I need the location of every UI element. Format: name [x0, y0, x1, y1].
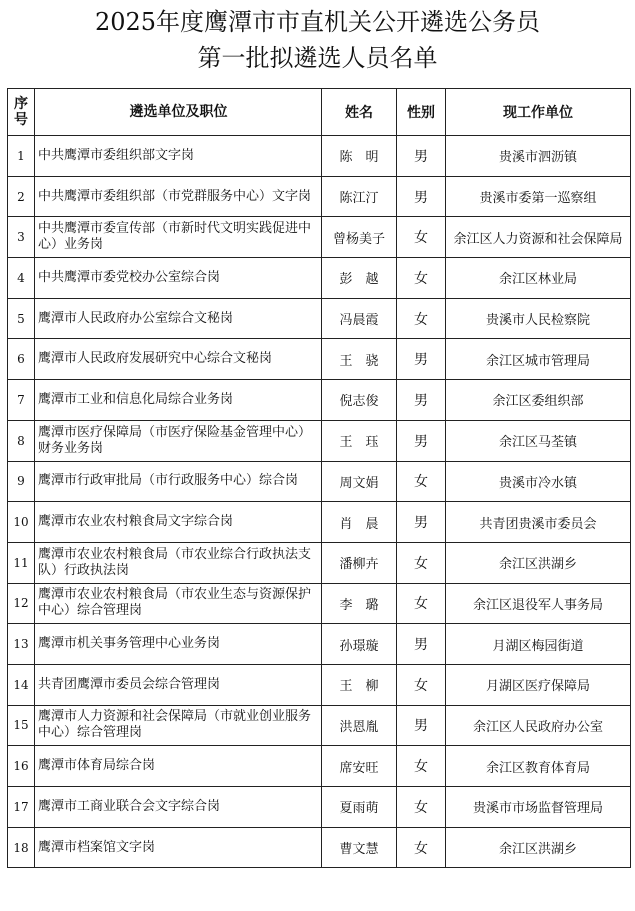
row-number: 5: [8, 298, 35, 339]
row-position: 中共鹰潭市委党校办公室综合岗: [35, 258, 322, 299]
row-name: 李 璐: [322, 583, 397, 624]
row-name: 王 骁: [322, 339, 397, 380]
row-gender: 男: [397, 420, 446, 461]
row-position: 鹰潭市人民政府办公室综合文秘岗: [35, 298, 322, 339]
table-row: [8, 746, 631, 787]
row-number: 9: [8, 461, 35, 502]
table-row: [8, 176, 631, 217]
row-name: 冯晨霞: [322, 298, 397, 339]
row-gender: 女: [397, 746, 446, 787]
table-row: [8, 136, 631, 177]
row-gender: 男: [397, 380, 446, 421]
row-current-unit: 余江区城市管理局: [446, 339, 631, 380]
row-current-unit: 余江区教育体育局: [446, 746, 631, 787]
row-gender: 女: [397, 461, 446, 502]
candidate-table: [7, 88, 631, 868]
row-gender: 女: [397, 298, 446, 339]
row-number: 7: [8, 380, 35, 421]
row-name: 王 珏: [322, 420, 397, 461]
row-current-unit: 余江区退役军人事务局: [446, 583, 631, 624]
row-gender: 女: [397, 583, 446, 624]
row-name: 孙璟璇: [322, 624, 397, 665]
table-row: [8, 420, 631, 461]
row-number: 18: [8, 827, 35, 868]
row-number: 16: [8, 746, 35, 787]
row-current-unit: 余江区林业局: [446, 258, 631, 299]
table-row: [8, 787, 631, 828]
row-current-unit: 贵溪市冷水镇: [446, 461, 631, 502]
row-gender: 男: [397, 136, 446, 177]
row-number: 15: [8, 705, 35, 746]
row-current-unit: 共青团贵溪市委员会: [446, 502, 631, 543]
row-gender: 男: [397, 339, 446, 380]
table-row: [8, 664, 631, 705]
row-name: 陈 明: [322, 136, 397, 177]
row-name: 陈江汀: [322, 176, 397, 217]
row-position: 鹰潭市工商业联合会文字综合岗: [35, 787, 322, 828]
row-name: 洪恩胤: [322, 705, 397, 746]
row-number: 2: [8, 176, 35, 217]
row-number: 6: [8, 339, 35, 380]
table-header-row: [8, 89, 631, 136]
table-body: [8, 136, 631, 868]
row-number: 11: [8, 542, 35, 583]
document-title: [0, 4, 635, 76]
table-row: [8, 380, 631, 421]
header-current-unit: 现工作单位: [446, 89, 631, 136]
title-line-1: 2025年度鹰潭市市直机关公开遴选公务员: [94, 8, 541, 36]
row-position: 共青团鹰潭市委员会综合管理岗: [35, 664, 322, 705]
row-name: 周文娟: [322, 461, 397, 502]
row-gender: 女: [397, 827, 446, 868]
row-gender: 男: [397, 176, 446, 217]
row-name: 席安旺: [322, 746, 397, 787]
row-name: 夏雨萌: [322, 787, 397, 828]
row-current-unit: 月湖区医疗保障局: [446, 664, 631, 705]
row-position: 鹰潭市档案馆文字岗: [35, 827, 322, 868]
row-number: 12: [8, 583, 35, 624]
row-gender: 男: [397, 624, 446, 665]
row-current-unit: 贵溪市市场监督管理局: [446, 787, 631, 828]
row-position: 中共鹰潭市委组织部文字岗: [35, 136, 322, 177]
table-row: [8, 339, 631, 380]
row-gender: 女: [397, 258, 446, 299]
table-row: [8, 258, 631, 299]
table-row: [8, 624, 631, 665]
row-gender: 男: [397, 502, 446, 543]
row-number: 3: [8, 217, 35, 258]
header-position: 遴选单位及职位: [35, 89, 322, 136]
row-name: 王 柳: [322, 664, 397, 705]
title-line-2: 第一批拟遴选人员名单: [197, 44, 438, 72]
row-number: 4: [8, 258, 35, 299]
table-row: [8, 461, 631, 502]
row-number: 13: [8, 624, 35, 665]
row-position: 中共鹰潭市委宣传部（市新时代文明实践促进中心）业务岗: [35, 217, 322, 258]
row-position: 鹰潭市人民政府发展研究中心综合文秘岗: [35, 339, 322, 380]
row-current-unit: 月湖区梅园街道: [446, 624, 631, 665]
table-row: [8, 298, 631, 339]
table-row: [8, 827, 631, 868]
row-name: 肖 晨: [322, 502, 397, 543]
row-position: 鹰潭市人力资源和社会保障局（市就业创业服务中心）综合管理岗: [35, 705, 322, 746]
row-current-unit: 贵溪市人民检察院: [446, 298, 631, 339]
header-gender: 性别: [397, 89, 446, 136]
row-current-unit: 余江区马荃镇: [446, 420, 631, 461]
row-gender: 女: [397, 217, 446, 258]
row-current-unit: 余江区委组织部: [446, 380, 631, 421]
row-number: 1: [8, 136, 35, 177]
row-name: 潘柳卉: [322, 542, 397, 583]
table-row: [8, 502, 631, 543]
table-row: [8, 542, 631, 583]
row-position: 鹰潭市工业和信息化局综合业务岗: [35, 380, 322, 421]
row-current-unit: 余江区洪湖乡: [446, 827, 631, 868]
row-current-unit: 余江区人力资源和社会保障局: [446, 217, 631, 258]
row-current-unit: 余江区人民政府办公室: [446, 705, 631, 746]
row-number: 17: [8, 787, 35, 828]
row-position: 鹰潭市农业农村粮食局文字综合岗: [35, 502, 322, 543]
row-name: 彭 越: [322, 258, 397, 299]
row-number: 10: [8, 502, 35, 543]
row-current-unit: 贵溪市泗沥镇: [446, 136, 631, 177]
table-row: [8, 705, 631, 746]
row-name: 倪志俊: [322, 380, 397, 421]
row-position: 中共鹰潭市委组织部（市党群服务中心）文字岗: [35, 176, 322, 217]
row-current-unit: 贵溪市委第一巡察组: [446, 176, 631, 217]
row-current-unit: 余江区洪湖乡: [446, 542, 631, 583]
header-number: 序号: [8, 89, 35, 136]
row-position: 鹰潭市机关事务管理中心业务岗: [35, 624, 322, 665]
row-gender: 女: [397, 664, 446, 705]
table-row: [8, 217, 631, 258]
row-name: 曾杨美子: [322, 217, 397, 258]
row-position: 鹰潭市农业农村粮食局（市农业综合行政执法支队）行政执法岗: [35, 542, 322, 583]
row-name: 曹文慧: [322, 827, 397, 868]
row-gender: 女: [397, 542, 446, 583]
row-position: 鹰潭市医疗保障局（市医疗保险基金管理中心）财务业务岗: [35, 420, 322, 461]
row-gender: 男: [397, 705, 446, 746]
table-row: [8, 583, 631, 624]
row-position: 鹰潭市体育局综合岗: [35, 746, 322, 787]
row-gender: 女: [397, 787, 446, 828]
header-name: 姓名: [322, 89, 397, 136]
row-number: 14: [8, 664, 35, 705]
row-position: 鹰潭市农业农村粮食局（市农业生态与资源保护中心）综合管理岗: [35, 583, 322, 624]
row-number: 8: [8, 420, 35, 461]
row-position: 鹰潭市行政审批局（市行政服务中心）综合岗: [35, 461, 322, 502]
